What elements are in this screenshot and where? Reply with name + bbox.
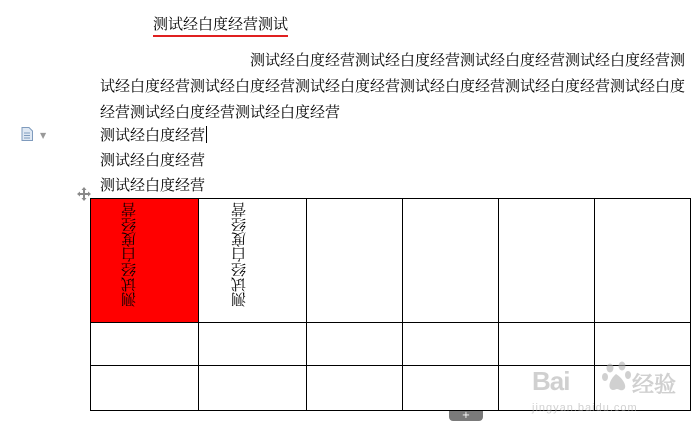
text-line-3: 测试经白度经营	[100, 176, 206, 194]
table-cell[interactable]	[595, 199, 691, 323]
document-title: 测试经白度经营测试	[153, 14, 288, 37]
vertical-text: 测试经白度经营	[230, 202, 248, 307]
add-row-button[interactable]: +	[449, 411, 483, 421]
table-cell[interactable]	[199, 366, 307, 411]
table-cell[interactable]	[91, 323, 199, 366]
document-icon[interactable]	[21, 127, 33, 141]
table-cell-content	[91, 199, 198, 322]
watermark-brand-cn: 经验	[632, 372, 677, 397]
table-cell-content	[199, 199, 306, 322]
text-line-1	[100, 125, 207, 145]
watermark-url: jingyan.baidu.com	[532, 402, 638, 414]
body-paragraph: 测试经白度经营测试经白度经营测试经白度经营测试经白度经营测试经白度经营测试经白度经营测试经白度经营测试经白度经营测试经白度经营测试经白度经营测试经白度经营测试经白度经营	[100, 51, 686, 121]
text-line-2: 测试经白度经营	[100, 151, 206, 169]
baidu-paw-icon	[602, 360, 632, 394]
table-row	[91, 199, 691, 323]
table-cell[interactable]	[307, 199, 403, 323]
table-cell[interactable]	[307, 323, 403, 366]
table-cell[interactable]	[403, 366, 499, 411]
watermark-brand: Bai	[532, 366, 570, 396]
table-cell[interactable]	[403, 323, 499, 366]
vertical-text: 测试经白度经营	[120, 202, 138, 307]
table-cell[interactable]	[199, 199, 307, 323]
text-line-1-content: 测试经白度经营	[100, 126, 206, 144]
text-cursor	[206, 126, 207, 143]
chevron-down-icon[interactable]: ▼	[40, 131, 47, 140]
table-cell[interactable]	[403, 199, 499, 323]
table-cell[interactable]	[91, 199, 199, 323]
table-cell[interactable]	[91, 366, 199, 411]
table-cell[interactable]	[199, 323, 307, 366]
watermark	[530, 360, 690, 420]
table-cell[interactable]	[307, 366, 403, 411]
table-cell[interactable]	[499, 199, 595, 323]
